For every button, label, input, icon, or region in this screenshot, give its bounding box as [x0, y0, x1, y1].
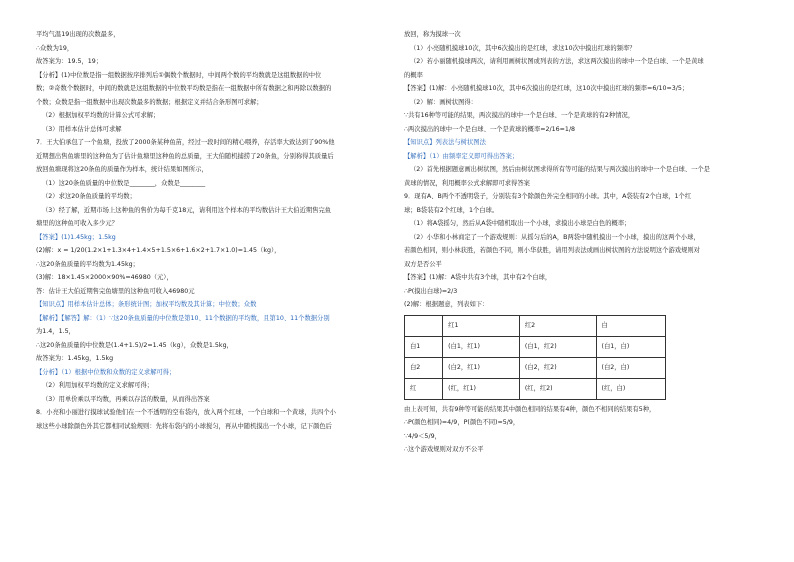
- result-table: [404, 315, 666, 400]
- text-line: （1）这20条鱼质量的中位数是________，众数是________: [42, 179, 206, 187]
- text-line: ∵4/9＜5/9，: [404, 432, 441, 440]
- knowledge-line: 【知识点】列表法与树状图法: [404, 139, 486, 146]
- text-line: 近期想出售鱼塘里的这种鱼为了估计鱼塘里这种鱼的总质量，王大伯随机捕捞了20条鱼，分别称得其质量后: [36, 152, 334, 160]
- text-line: ∴这个游戏规则对双方不公平: [404, 446, 484, 453]
- left-column: [36, 28, 396, 433]
- text-line: ∵共有16种等可能的结果，两次摸出的球中一个是白球、一个是黄球的有2种情况，: [404, 112, 635, 119]
- question-7: 7．王大伯承包了一个鱼塘，投放了2000条某种鱼苗，经过一段时间的精心喂养，存活率大致达到了90%他: [36, 139, 335, 146]
- table-row: [405, 336, 666, 357]
- text-line: 球这些小球除颜色外其它都相同试验规则：先将布袋内的小球搅匀，再从中随机摸出一个小球，记下颜色后: [36, 422, 332, 430]
- text-line: 黄球的情况，利用概率公式求解即可求得答案: [404, 179, 530, 187]
- text-line: （2）解：画树状图得：: [410, 98, 477, 106]
- text-line: 放回鱼塘现将这20条鱼的质量作为样本，统计结果如图所示，: [36, 166, 208, 173]
- text-line: 由上表可知，共有9种等可能的结果其中颜色相同的结果有4种，颜色不相同的结果有5种，: [404, 405, 656, 413]
- text-line: 数；②奇数个数据时，中间的数就是这组数据的中位数平均数是指在一组数据中所有数据之和再除以数据的: [36, 85, 332, 92]
- text-line: 个数；众数是指一组数据中出现次数最多的数据；根据定义并结合条形图可求解；: [36, 98, 263, 106]
- table-row: [405, 315, 666, 336]
- table-cell: (白2，红1): [443, 357, 520, 378]
- table-cell: (红，白): [596, 378, 666, 399]
- question-8: 8．小亮和小丽进行摸球试验他们在一个不透明的空布袋内，放入两个红球，一个白球和一个黄球，共四个小: [36, 409, 336, 416]
- text-line: 球；B袋装有2个红球，1个白球。: [404, 206, 499, 214]
- text-line: ∴两次摸出的球中一个是白球、一个是黄球的概率=2/16=1/8: [404, 125, 576, 133]
- text-line: （2）求这20条鱼质量的平均数；: [42, 193, 136, 200]
- right-column: [404, 28, 764, 457]
- text-line: ∴这20条鱼质量的平均数为1.45kg；: [36, 260, 139, 268]
- text-line: 故答案为：19.5，19；: [36, 58, 103, 65]
- table-cell: (白1，红2): [519, 336, 596, 357]
- answer-line: 【答案】(1)解：小亮随机摸球10次，其中6次摸出的是红球，这10次中摸出红球的频率=6/10=3/5；: [404, 85, 689, 92]
- text-line: 若颜色相同，则小林获胜，若颜色不同，则小华获胜，请用列表法或画出树状图的方法说明这个游戏规则对: [404, 247, 700, 254]
- table-cell: (白2，白): [596, 357, 666, 378]
- solution-line: 【解析】（1）由频率定义即可得出答案；: [404, 152, 519, 160]
- text-line: 平均气温19出现的次数最多，: [36, 31, 120, 38]
- text-line: （3）经了解，近期市场上这种鱼的售价为每千克18元，请利用这个样本的平均数估计王大伯近期售完鱼: [42, 206, 332, 214]
- question-9: 9．现有A、B两个不透明袋子，分别装有3个除颜色外完全相同的小球。其中，A袋装有2个白球，1个红: [404, 193, 692, 200]
- table-cell: 白1: [405, 336, 443, 357]
- text-line: 放回，称为摸球一次: [404, 31, 461, 38]
- table-cell: [405, 315, 443, 336]
- text-line: (2)解：根据题意，列表如下：: [404, 301, 489, 308]
- analysis-line: 【分析】（1）根据中位数和众数的定义求解可得；: [36, 368, 176, 376]
- answer-line: 【答案】(1)1.45kg；1.5kg: [36, 233, 116, 241]
- text-line: ∴这20条鱼质量的中位数是(1.4+1.5)/2=1.45（kg），众数是1.5kg，: [36, 341, 233, 349]
- text-line: ∴P(摸出白球)=2/3: [404, 287, 458, 295]
- table-cell: (红，红1): [443, 378, 520, 399]
- text-line: 为1.4，1.5，: [36, 328, 75, 335]
- text-line: （2）首先根据题意画出树状图，然后由树状图求得所有等可能的结果与两次摸出的球中一个是白球、一个是: [410, 166, 710, 173]
- answer-line: 【答案】(1)解：A袋中共有3个球，其中有2个白球，: [404, 274, 552, 281]
- text-line: （1）将A袋摇匀，然后从A袋中随机取出一个小球，求摸出小球是白色的概率；: [410, 220, 631, 227]
- analysis-line: 【分析】(1)中位数是指一组数据按序排列后①偶数个数据时，中间两个数的平均数就是这组数据的中位: [36, 71, 322, 79]
- text-line: 故答案为：1.45kg，1.5kg: [36, 355, 114, 362]
- text-line: （2）小华和小林商定了一个游戏规则：从摇匀后的A，B两袋中随机摸出一个小球，摸出的这两个小球，: [410, 233, 700, 241]
- table-cell: 白2: [405, 357, 443, 378]
- text-line: （3）用单价乘以平均数，再乘以存活的数量，从而得出答案: [42, 395, 210, 403]
- text-line: （2）利用加权平均数的定义求解可得；: [42, 382, 154, 389]
- text-line: (3)解：18×1.45×2000×90%=46980（元），: [36, 274, 173, 281]
- text-line: 塘里的这种鱼可收入多少元？: [36, 220, 118, 227]
- text-line: 的概率: [404, 71, 423, 79]
- text-line: （3）用样本估计总体可求解: [42, 125, 122, 133]
- text-line: 双方是否公平: [404, 260, 442, 268]
- table-cell: 白: [596, 315, 666, 336]
- table-row: [405, 378, 666, 399]
- text-line: （2）若小丽随机摸球两次，请利用画树状图或列表的方法，求这两次摸出的球中一个是白球、一个是黄球: [410, 58, 704, 65]
- text-line: ∴P(颜色相同)=4/9，P(颜色不同)=5/9，: [404, 419, 520, 426]
- table-cell: 红1: [443, 315, 520, 336]
- text-line: 答：估计王大伯近期售完鱼塘里的这种鱼可收入46980元: [36, 287, 195, 295]
- text-line: ∴众数为19，: [36, 44, 74, 52]
- text-line: （2）根据加权平均数的计算公式可求解；: [42, 112, 160, 119]
- text-line: (2)解：x = 1/20(1.2×1+1.3×4+1.4×5+1.5×6+1.6×2+1.7×1.0)=1.45（kg），: [36, 247, 281, 254]
- table-cell: (白2，红2): [519, 357, 596, 378]
- table-cell: (白1，红1): [443, 336, 520, 357]
- table-cell: 红: [405, 378, 443, 399]
- table-row: [405, 357, 666, 378]
- knowledge-line: 【知识点】用样本估计总体；条形统计图；加权平均数及其计算；中位数；众数: [36, 301, 257, 308]
- solution-line: 【解析】【解答】解：（1）∵这20条鱼质量的中位数是第10、11个数据的平均数，且第10、11个数据分别: [36, 314, 330, 322]
- table-cell: 红2: [519, 315, 596, 336]
- text-line: （1）小亮随机摸球10次，其中6次摸出的是红球，求这10次中摸出红球的频率？: [410, 44, 636, 52]
- table-cell: (白1，白): [596, 336, 666, 357]
- table-cell: (红，红2): [519, 378, 596, 399]
